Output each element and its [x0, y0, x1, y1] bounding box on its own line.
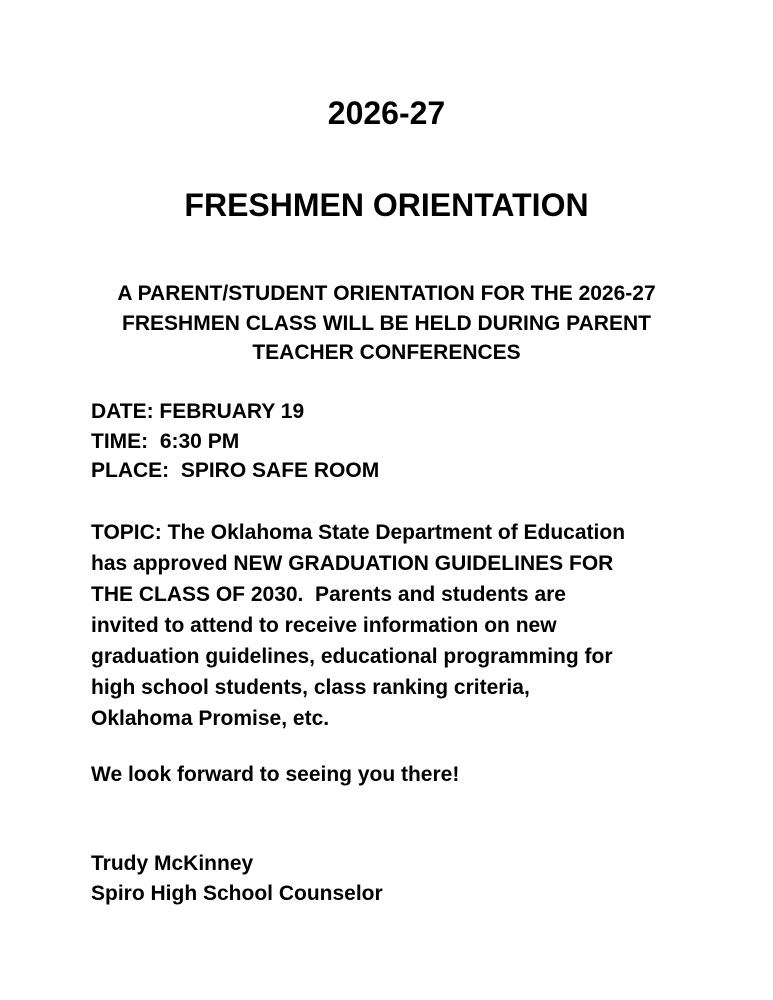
event-place: PLACE: SPIRO SAFE ROOM — [91, 459, 380, 482]
flyer-title: FRESHMEN ORIENTATION — [184, 187, 589, 223]
topic-line: Oklahoma Promise, etc. — [91, 707, 330, 730]
topic-line: invited to attend to receive information on new — [91, 614, 557, 637]
flyer-year-heading: 2026-27 — [327, 95, 446, 131]
topic-line: high school students, class ranking criteria, — [91, 676, 530, 699]
topic-line: THE CLASS OF 2030. Parents and students are — [91, 583, 566, 606]
signature-role: Spiro High School Counselor — [91, 882, 383, 905]
intro-line: TEACHER CONFERENCES — [252, 341, 521, 364]
signature-block — [91, 849, 731, 909]
event-details — [91, 397, 731, 486]
intro-line: FRESHMEN CLASS WILL BE HELD DURING PARENT — [122, 311, 651, 335]
intro-line: A PARENT/STUDENT ORIENTATION FOR THE 2026-27 — [117, 282, 656, 305]
event-time: TIME: 6:30 PM — [91, 429, 240, 453]
signature-name: Trudy McKinney — [91, 852, 254, 875]
intro-paragraph — [60, 279, 713, 368]
topic-line: TOPIC: The Oklahoma State Department of Education — [91, 521, 626, 544]
closing-message: We look forward to seeing you there! — [91, 763, 460, 786]
topic-line: has approved NEW GRADUATION GUIDELINES FOR — [91, 552, 614, 575]
event-date: DATE: FEBRUARY 19 — [91, 400, 305, 423]
topic-paragraph — [91, 517, 731, 734]
topic-line: graduation guidelines, educational programming for — [91, 645, 613, 668]
